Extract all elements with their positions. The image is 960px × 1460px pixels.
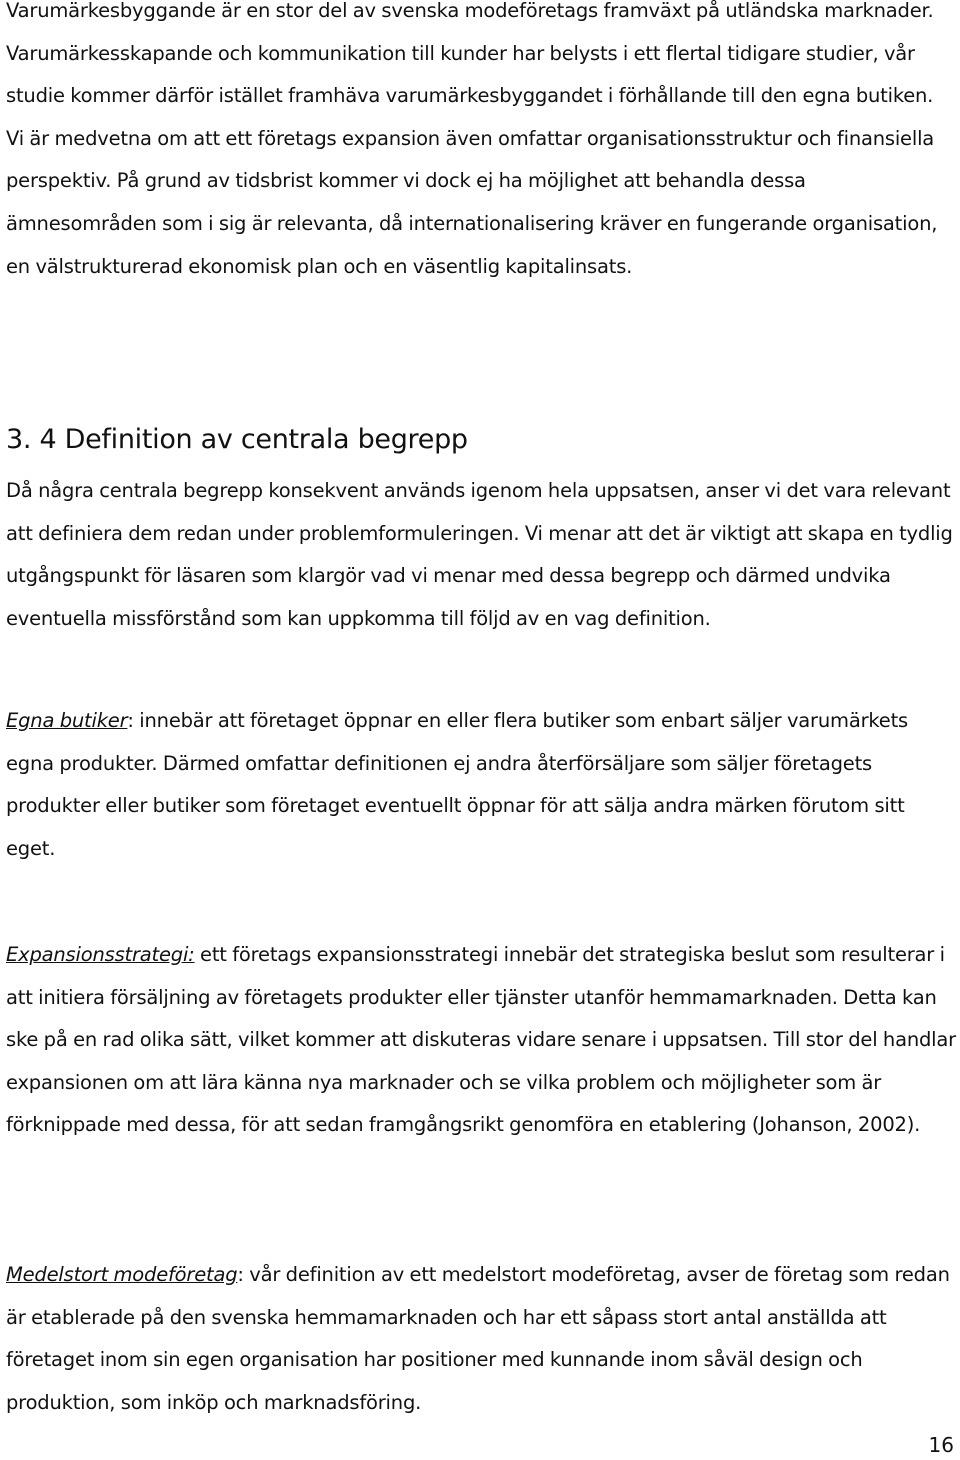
definition-term: Expansionsstrategi: xyxy=(6,943,195,966)
definition-term: Egna butiker xyxy=(6,709,128,732)
definition-text: vår definition av ett medelstort modeföretag, avser de företag som redan är etablerade på den svenska hemmamarknaden och har ett såpass stort antal anställda att företaget inom sin egen organisation har positioner med kunnande inom såväl design och produktion, som inköp och marknadsföring. xyxy=(6,1263,950,1414)
section-intro-paragraph: Då några centrala begrepp konsekvent används igenom hela uppsatsen, anser vi det vara relevant att definiera dem redan under problemformuleringen. Vi menar att det är viktigt att skapa en tydlig utgångspunkt för läsaren som klargör vad vi menar med dessa begrepp och därmed undvika eventuella missförstånd som kan uppkomma till följd av en vag definition. xyxy=(6,479,953,630)
definition-separator: : xyxy=(127,709,134,732)
section-heading: 3. 4 Definition av centrala begrepp xyxy=(6,424,468,455)
definition-expansionsstrategi xyxy=(6,934,956,1147)
definition-text: innebär att företaget öppnar en eller flera butiker som enbart säljer varumärkets egna produkter. Därmed omfattar definitionen ej andra återförsäljare som säljer företagets produkter eller butiker som företaget eventuellt öppnar för att sälja andra märken förutom sitt eget. xyxy=(6,709,908,860)
intro-paragraph: Varumärkesbyggande är en stor del av svenska modeföretags framväxt på utländska marknader. Varumärkesskapande och kommunikation till kunder har belysts i ett flertal tidigare studier, vår studie kommer därför istället framhäva varumärkesbyggandet i förhållande till den egna butiken. Vi är medvetna om att ett företags expansion även omfattar organisationsstruktur och finansiella perspektiv. På grund av tidsbrist kommer vi dock ej ha möjlighet att behandla dessa ämnesområden som i sig är relevanta, då internationalisering kräver en fungerande organisation, en välstrukturerad ekonomisk plan och en väsentlig kapitalinsats. xyxy=(6,0,938,278)
definition-egna-butiker xyxy=(6,700,956,870)
definition-term: Medelstort modeföretag xyxy=(6,1263,238,1286)
definition-separator: : xyxy=(237,1263,244,1286)
definition-text: ett företags expansionsstrategi innebär det strategiska beslut som resulterar i att initiera försäljning av företagets produkter eller tjänster utanför hemmamarknaden. Detta kan ske på en rad olika sätt, vilket kommer att diskuteras vidare senare i uppsatsen. Till stor del handlar expansionen om att lära känna nya marknader och se vilka problem och möjligheter som är förknippade med dessa, för att sedan framgångsrikt genomföra en etablering (Johanson, 2002). xyxy=(6,943,956,1137)
definition-medelstort-modeforetag xyxy=(6,1254,956,1424)
page-number: 16 xyxy=(928,1433,954,1457)
